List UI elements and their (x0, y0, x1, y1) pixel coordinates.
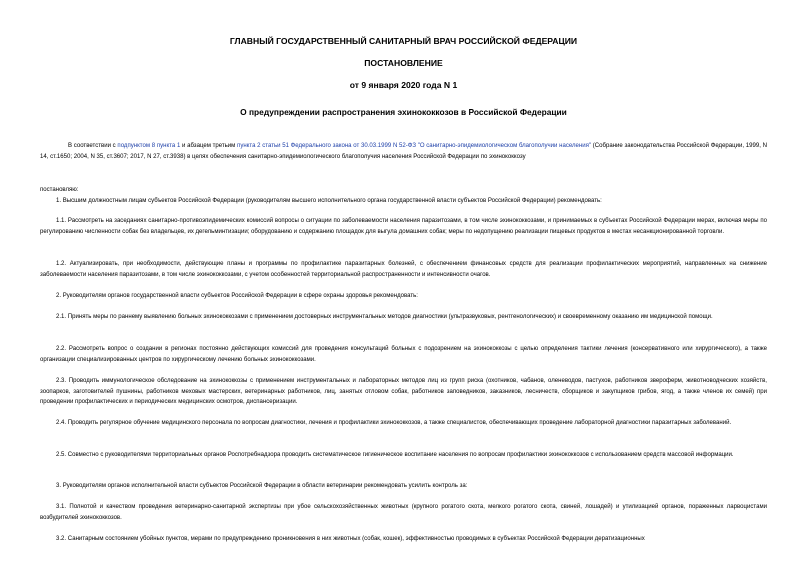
preamble (40, 141, 767, 162)
paragraph-2-1: 2.1. Принять меры по раннему выявлению больных эхинококкозами с применением достоверных инструментальных методов диагностики (ультразвуковых, рентгенологических) и своевременному оказанию им медицинской помощи. (56, 314, 713, 320)
legal-link-subclause[interactable]: подпунктом 8 пункта 1 (117, 143, 181, 149)
document-title: О предупреждении распространения эхинококкозов в Российской Федерации (240, 107, 567, 117)
paragraph-3: 3. Руководителям органов исполнительной власти субъектов Российской Федерации в области ветеринарии рекомендовать усилить контроль за: (56, 483, 468, 489)
legal-link-federal-law[interactable]: пункта 2 статьи 51 Федерального закона от 30.03.1999 N 52-ФЗ "О санитарно-эпидемиологическом благополучии населения" (237, 143, 592, 149)
preamble-text-1: В соответствии с (68, 143, 118, 149)
paragraph-1-1: 1.1. Рассмотреть на заседаниях санитарно-противоэпидемических комиссий вопросы о ситуации по заболеваемости населения паразитозами, в том числе эхинококкозами, и принимаемых в субъектах Российской Федерации мерах, включая меры по регулированию численности собак без владельцев, их дегельминтизации; оборудованию и содержанию площадок для выгула домашних собак; меры по недопущению реализации пищевых продуктов в местах несанкционированной торговли. (40, 218, 767, 235)
resolution-word: постановляю: (40, 187, 79, 193)
document-authority: ГЛАВНЫЙ ГОСУДАРСТВЕННЫЙ САНИТАРНЫЙ ВРАЧ РОССИЙСКОЙ ФЕДЕРАЦИИ (229, 36, 578, 46)
paragraph-2-4: 2.4. Проводить регулярное обучение медицинского персонала по вопросам диагностики, лечения и профилактики эхинококкозов, а также специалистов, обеспечивающих проведение лабораторной диагностики паразитарных заболеваний. (56, 420, 732, 426)
paragraph-2-2: 2.2. Рассмотреть вопрос о создании в регионах постоянно действующих комиссий для проведения консультаций больных с подозрением на эхинококкозы с целью определения тактики лечения (консервативного или хирургического), а также организации специализированных центров по хирургическому лечению больных эхинококкозами. (40, 346, 767, 363)
preamble-text-3: (Собрание законодательства Российской Федерации, 1999, N 14, ст.1650; 2004, N 35, ст.3607; 2017, N 27, ст.3938) в целях обеспечения санитарно-эпидемиологического благополучия населения Российской Федерации по эхинококкозу (40, 143, 767, 160)
preamble-text-2: и абзацем третьим (180, 143, 238, 149)
paragraph-1: 1. Высшим должностным лицам субъектов Российской Федерации (руководителям высшего исполнительного органа государственной власти субъектов Российской Федерации) рекомендовать: (56, 198, 602, 204)
paragraph-3-1: 3.1. Полнотой и качеством проведения ветеринарно-санитарной экспертизы при убое сельскохозяйственных животных (крупного рогатого скота, мелкого рогатого скота, свиней, лошадей) и утилизацией органов, пораженных ларвоцистами возбудителей эхинококкозов. (40, 504, 767, 521)
paragraph-3-2: 3.2. Санитарным состоянием убойных пунктов, мерами по предупреждению проникновения в них животных (собак, кошек), эффективностью проводимых в субъектах Российской Федерации дератизационных (56, 536, 645, 542)
paragraph-1-2: 1.2. Актуализировать, при необходимости, действующие планы и программы по профилактике паразитарных болезней, с обеспечением финансовых средств для реализации профилактических мероприятий, направленных на снижение заболеваемости населения паразитозами, в том числе эхинококкозами, с учетом особенностей территориальной распространенности и интенсивности очагов. (40, 261, 767, 278)
paragraph-2: 2. Руководителям органов государственной власти субъектов Российской Федерации в сфере охраны здоровья рекомендовать: (56, 293, 418, 299)
document-type: ПОСТАНОВЛЕНИЕ (364, 58, 443, 68)
paragraph-2-5: 2.5. Совместно с руководителями территориальных органов Роспотребнадзора проводить систематическое гигиеническое воспитание населения по вопросам профилактики эхинококкозов с использованием средств массовой информации. (56, 452, 734, 458)
paragraph-2-3: 2.3. Проводить иммунологическое обследование на эхинококкозы с применением инструментальных и лабораторных методов лиц из групп риска (охотников, чабанов, оленеводов, пастухов, работников звероферм, животноводческих хозяйств, зоопарков, заготовителей пушнины, работников меховых мастерских, ветеринарных работников, лиц, занятых отловом собак, работников заповедников, заказников, лесничеств, сборщиков и закупщиков грибов, ягод, а также членов их семей) при проведении профилактических и периодических медицинских осмотров, диспансеризации. (40, 378, 767, 406)
document-date-number: от 9 января 2020 года N 1 (349, 80, 458, 90)
